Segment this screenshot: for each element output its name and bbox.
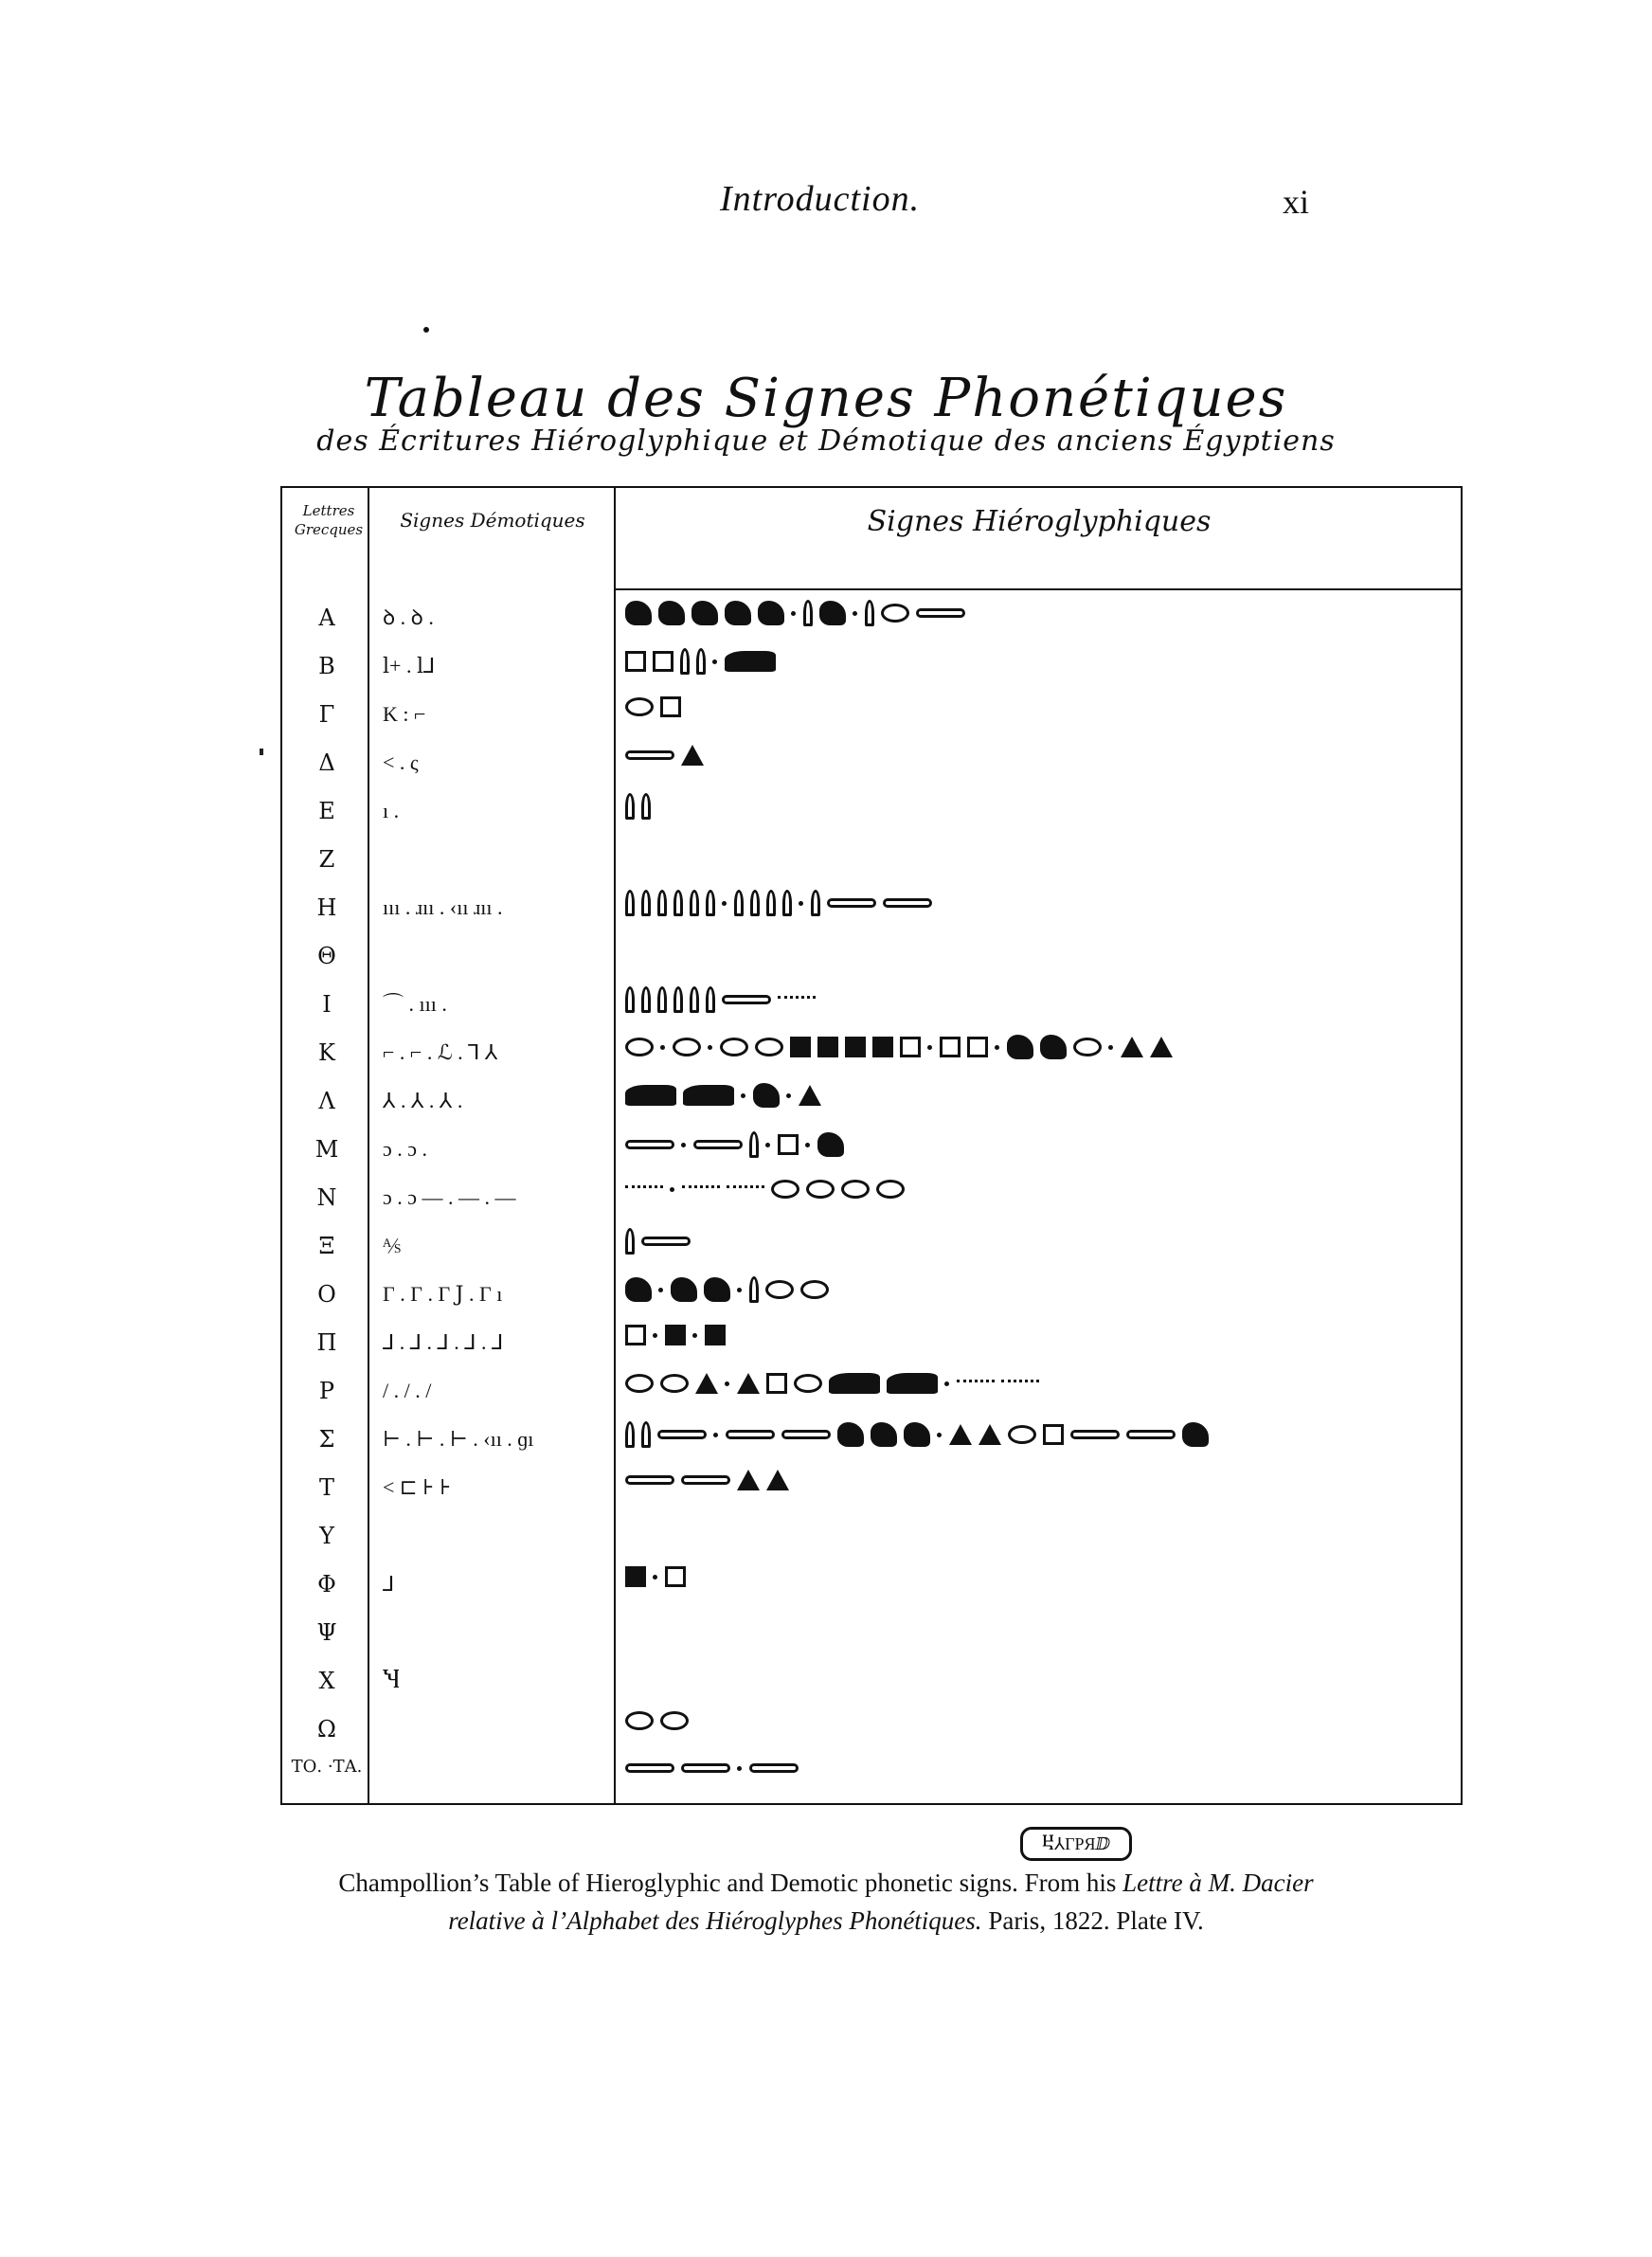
table-row	[282, 1754, 1461, 1801]
hieroglyph-arm-icon	[693, 1140, 743, 1149]
table-row	[282, 642, 1461, 690]
separator-dot	[995, 1045, 999, 1050]
hieroglyph-loop-icon	[660, 1374, 689, 1393]
separator-dot	[791, 611, 796, 616]
separator-dot	[692, 1333, 697, 1338]
hieroglyph-bird-icon	[725, 601, 751, 625]
table-row	[282, 1706, 1461, 1753]
greek-letter: ΤΟ. ·ΤΑ.	[291, 1757, 363, 1777]
demotic-signs: ⅄ . ⅄ . ⅄ .	[383, 1089, 463, 1112]
hieroglyph-bird-icon	[871, 1422, 897, 1447]
hieroglyphic-signs	[625, 1518, 1459, 1556]
hieroglyph-arm-icon	[681, 1763, 730, 1773]
hieroglyph-box-icon	[940, 1037, 961, 1057]
caption-italic: relative à l’Alphabet des Hiéroglyphes Phonétiques.	[448, 1906, 982, 1935]
greek-letter: Φ	[317, 1571, 336, 1598]
hieroglyph-loop-icon	[720, 1038, 748, 1056]
table-row	[282, 594, 1461, 641]
caption-line-2	[0, 1906, 1652, 1936]
hieroglyphic-signs	[625, 600, 1459, 638]
demotic-signs: Ⴏ	[383, 1669, 401, 1692]
separator-dot	[670, 1187, 674, 1192]
demotic-signs: ⊢ . ⊢ . ⊢ . ‹ıı . ɡı	[383, 1427, 534, 1451]
hieroglyph-bird-icon	[671, 1277, 697, 1302]
demotic-signs: ⌐ . ⌐ . ℒ . ⅂ ⅄	[383, 1040, 498, 1064]
hieroglyph-reed-icon	[673, 986, 683, 1013]
hieroglyph-arm-icon	[781, 1430, 831, 1439]
separator-dot	[653, 1333, 657, 1338]
hieroglyphic-signs	[625, 1663, 1459, 1701]
hieroglyph-solid-icon	[665, 1325, 686, 1345]
hieroglyph-reed-icon	[690, 986, 699, 1013]
hieroglyphic-signs	[625, 1180, 1459, 1218]
hieroglyph-box-icon	[660, 696, 681, 717]
table-row	[282, 1222, 1461, 1270]
hieroglyph-bird-icon	[817, 1132, 844, 1157]
hieroglyph-reed-icon	[803, 600, 813, 626]
table-row	[282, 1657, 1461, 1705]
hieroglyph-tri-icon	[695, 1373, 718, 1394]
table-row	[282, 1416, 1461, 1463]
hieroglyph-box-icon	[778, 1134, 799, 1155]
hieroglyph-box-icon	[665, 1566, 686, 1587]
hieroglyph-box-icon	[900, 1037, 921, 1057]
hieroglyph-lion-icon	[683, 1085, 734, 1106]
table-row	[282, 981, 1461, 1028]
hieroglyphic-signs	[625, 1566, 1459, 1604]
demotic-signs: K : ⌐	[383, 702, 426, 726]
hieroglyph-loop-icon	[625, 697, 654, 716]
hieroglyphic-signs	[625, 938, 1459, 976]
table-row	[282, 1077, 1461, 1125]
separator-dot	[737, 1288, 742, 1292]
hieroglyph-reed-icon	[641, 793, 651, 820]
hieroglyph-reed-icon	[680, 648, 690, 675]
separator-dot	[937, 1433, 942, 1437]
hieroglyph-box-icon	[1043, 1424, 1064, 1445]
hieroglyph-box-icon	[766, 1373, 787, 1394]
header-rule	[616, 588, 1461, 590]
greek-letter: Ο	[317, 1281, 336, 1308]
greek-letter: Α	[318, 605, 335, 631]
table-row	[282, 1319, 1461, 1366]
hieroglyphic-signs	[625, 841, 1459, 879]
greek-letter: Σ	[318, 1426, 335, 1453]
demotic-signs: ꝺ . ꝺ .	[383, 605, 434, 629]
hieroglyphic-signs	[625, 1615, 1459, 1652]
hieroglyph-reed-icon	[625, 793, 635, 820]
greek-letter: Ρ	[318, 1378, 335, 1404]
hieroglyph-arm-icon	[1126, 1430, 1176, 1439]
cartouche: Ⴞ⅄ΓΡЯⅅ	[1020, 1827, 1132, 1861]
hieroglyph-tri-icon	[1150, 1037, 1173, 1057]
hieroglyph-reed-icon	[673, 890, 683, 916]
demotic-signs: ɔ . ɔ — . — . —	[383, 1185, 516, 1209]
greek-letter: Β	[318, 653, 335, 679]
separator-dot	[722, 901, 727, 906]
hieroglyph-tri-icon	[737, 1373, 760, 1394]
column-header-demotic: Signes Démotiques	[400, 509, 585, 532]
hieroglyph-solid-icon	[790, 1037, 811, 1057]
hieroglyphic-signs	[625, 696, 1459, 734]
column-header-greek: Lettres Grecques	[294, 502, 364, 538]
demotic-signs: < ⊏ ⊦ ⊦	[383, 1475, 452, 1499]
hieroglyph-arm-icon	[641, 1237, 691, 1246]
hieroglyph-arm-icon	[657, 1430, 707, 1439]
greek-letter: Ι	[322, 991, 332, 1018]
hieroglyphic-signs	[625, 745, 1459, 783]
table-row	[282, 1126, 1461, 1173]
hieroglyph-reed-icon	[625, 1421, 635, 1448]
separator-dot	[725, 1381, 729, 1386]
separator-dot	[799, 901, 803, 906]
running-head	[0, 178, 1652, 235]
table-row	[282, 1561, 1461, 1608]
hieroglyph-arm-icon	[625, 1763, 674, 1773]
demotic-signs: ııı . ɹıı . ‹ıı ɹıı .	[383, 895, 503, 919]
phonetic-signs-table	[280, 486, 1463, 1805]
hieroglyph-loop-icon	[771, 1180, 799, 1199]
separator-dot	[660, 1045, 665, 1050]
separator-dot	[658, 1288, 663, 1292]
hieroglyph-reed-icon	[865, 600, 874, 626]
hieroglyph-reed-icon	[641, 890, 651, 916]
greek-letter: Ω	[317, 1716, 336, 1742]
hieroglyph-lion-icon	[887, 1373, 938, 1394]
hieroglyph-wave-icon	[625, 1185, 663, 1193]
hieroglyph-loop-icon	[841, 1180, 870, 1199]
hieroglyph-tri-icon	[949, 1424, 972, 1445]
hieroglyph-reed-icon	[706, 986, 715, 1013]
hieroglyph-arm-icon	[625, 1475, 674, 1485]
separator-dot	[805, 1143, 810, 1147]
hieroglyph-loop-icon	[660, 1711, 689, 1730]
hieroglyph-reed-icon	[811, 890, 820, 916]
separator-dot	[713, 1433, 718, 1437]
hieroglyph-reed-icon	[657, 986, 667, 1013]
hieroglyph-bird-icon	[819, 601, 846, 625]
hieroglyph-arm-icon	[625, 750, 674, 760]
demotic-signs: ⅃ . ⅃ . ⅃ . ⅃ . ⅃	[383, 1330, 504, 1354]
hieroglyph-arm-icon	[726, 1430, 775, 1439]
demotic-signs: ⌒ . ııı .	[383, 992, 447, 1016]
hieroglyphic-signs	[625, 793, 1459, 831]
table-row	[282, 1174, 1461, 1221]
hieroglyphic-signs	[625, 1421, 1459, 1459]
hieroglyph-loop-icon	[881, 604, 909, 623]
caption-text: Champollion’s Table of Hieroglyphic and Demotic phonetic signs. From his	[338, 1869, 1123, 1897]
hieroglyph-lion-icon	[725, 651, 776, 672]
table-row	[282, 1609, 1461, 1656]
hieroglyph-loop-icon	[765, 1280, 794, 1299]
greek-letter: Ε	[318, 798, 335, 824]
hieroglyphic-signs	[625, 1760, 1459, 1797]
hieroglyph-bird-icon	[691, 601, 718, 625]
demotic-signs: ⅃	[383, 1572, 395, 1596]
hieroglyph-loop-icon	[1073, 1038, 1102, 1056]
greek-letter: Θ	[317, 943, 336, 969]
hieroglyphic-signs	[625, 648, 1459, 686]
demotic-signs	[383, 1754, 610, 1801]
greek-letter: Τ	[318, 1474, 334, 1501]
hieroglyph-arm-icon	[883, 898, 932, 908]
hieroglyph-bird-icon	[658, 601, 685, 625]
greek-letter: Κ	[318, 1039, 335, 1066]
demotic-signs	[383, 1512, 610, 1560]
hieroglyph-bird-icon	[1040, 1035, 1067, 1059]
table-row	[282, 691, 1461, 738]
demotic-signs	[383, 836, 610, 883]
hieroglyph-loop-icon	[1008, 1425, 1036, 1444]
table-row	[282, 1464, 1461, 1511]
table-row	[282, 1029, 1461, 1076]
hieroglyph-wave-icon	[1001, 1380, 1039, 1387]
hieroglyph-reed-icon	[657, 890, 667, 916]
hieroglyph-arm-icon	[681, 1475, 730, 1485]
hieroglyphic-signs	[625, 1035, 1459, 1073]
hieroglyph-bird-icon	[625, 1277, 652, 1302]
hieroglyph-reed-icon	[766, 890, 776, 916]
hieroglyph-bird-icon	[625, 601, 652, 625]
demotic-signs: Γ . Γ . Γ Ϳ . Γ ı	[383, 1282, 503, 1306]
table-row	[282, 1367, 1461, 1415]
hieroglyph-loop-icon	[800, 1280, 829, 1299]
hieroglyph-bird-icon	[758, 601, 784, 625]
separator-dot	[737, 1766, 742, 1771]
hieroglyph-reed-icon	[706, 890, 715, 916]
hieroglyph-tri-icon	[681, 745, 704, 766]
hieroglyphic-signs	[625, 1325, 1459, 1363]
hieroglyph-lion-icon	[625, 1085, 676, 1106]
demotic-signs	[383, 1609, 610, 1656]
margin-tick	[260, 749, 263, 755]
hieroglyph-loop-icon	[876, 1180, 905, 1199]
greek-letter: Λ	[318, 1088, 335, 1114]
greek-letter: Υ	[319, 1523, 334, 1549]
separator-dot	[681, 1143, 686, 1147]
hieroglyphic-signs	[625, 1470, 1459, 1508]
separator-dot	[927, 1045, 932, 1050]
caption-italic: Lettre à M. Dacier	[1122, 1869, 1314, 1897]
hieroglyphic-signs	[625, 890, 1459, 928]
hieroglyph-tri-icon	[1121, 1037, 1143, 1057]
hieroglyph-arm-icon	[1070, 1430, 1120, 1439]
separator-dot	[853, 611, 857, 616]
caption-line-1	[0, 1869, 1652, 1898]
demotic-signs: < . ς	[383, 750, 419, 774]
hieroglyph-wave-icon	[682, 1185, 720, 1193]
demotic-signs: ⅼ+ . ⅼ⅃	[383, 654, 436, 677]
hieroglyph-reed-icon	[782, 890, 792, 916]
hieroglyph-loop-icon	[625, 1374, 654, 1393]
hieroglyph-bird-icon	[837, 1422, 864, 1447]
hieroglyph-tri-icon	[766, 1470, 789, 1490]
greek-letter: Μ	[314, 1136, 339, 1163]
hieroglyphic-signs	[625, 1711, 1459, 1749]
hieroglyph-arm-icon	[827, 898, 876, 908]
hieroglyph-box-icon	[653, 651, 673, 672]
hieroglyph-bird-icon	[1007, 1035, 1033, 1059]
separator-dot	[712, 659, 717, 664]
running-title: Introduction.	[720, 179, 921, 219]
separator-dot	[786, 1093, 791, 1098]
demotic-signs: ı .	[383, 799, 400, 822]
hieroglyph-arm-icon	[749, 1763, 799, 1773]
table-row	[282, 884, 1461, 931]
table-row	[282, 1271, 1461, 1318]
hieroglyph-reed-icon	[641, 1421, 651, 1448]
hieroglyph-loop-icon	[794, 1374, 822, 1393]
demotic-signs: / . / . /	[383, 1379, 432, 1402]
hieroglyph-loop-icon	[673, 1038, 701, 1056]
page-number: xi	[1283, 183, 1310, 221]
table-row	[282, 1512, 1461, 1560]
table-row	[282, 787, 1461, 835]
demotic-signs	[383, 1706, 610, 1753]
greek-letter: Ζ	[318, 846, 335, 873]
greek-letter: Χ	[318, 1668, 335, 1694]
greek-letter: Ξ	[318, 1233, 335, 1259]
hieroglyph-loop-icon	[755, 1038, 783, 1056]
hieroglyph-tri-icon	[799, 1085, 821, 1106]
plate-title: Tableau des Signes Phonétiques	[364, 368, 1288, 429]
hieroglyph-reed-icon	[734, 890, 744, 916]
separator-dot	[653, 1575, 657, 1580]
hieroglyph-box-icon	[625, 651, 646, 672]
separator-dot	[741, 1093, 745, 1098]
hieroglyph-lion-icon	[829, 1373, 880, 1394]
plate-subtitle: des Écritures Hiéroglyphique et Démotique des anciens Égyptiens	[316, 424, 1336, 458]
hieroglyph-box-icon	[625, 1325, 646, 1345]
hieroglyph-reed-icon	[625, 1228, 635, 1255]
hieroglyph-loop-icon	[806, 1180, 835, 1199]
hieroglyphic-signs	[625, 1276, 1459, 1314]
column-header-hieroglyphic: Signes Hiéroglyphiques	[867, 505, 1212, 538]
table-row	[282, 932, 1461, 980]
hieroglyph-wave-icon	[727, 1185, 764, 1193]
hieroglyph-reed-icon	[625, 986, 635, 1013]
hieroglyph-loop-icon	[625, 1038, 654, 1056]
hieroglyph-arm-icon	[916, 608, 965, 618]
separator-dot	[1108, 1045, 1113, 1050]
hieroglyphic-signs	[625, 986, 1459, 1024]
hieroglyph-bird-icon	[704, 1277, 730, 1302]
hieroglyph-solid-icon	[872, 1037, 893, 1057]
greek-letter: Δ	[318, 749, 335, 776]
hieroglyph-solid-icon	[845, 1037, 866, 1057]
hieroglyph-arm-icon	[625, 1140, 674, 1149]
hieroglyph-tri-icon	[979, 1424, 1001, 1445]
caption-text: Paris, 1822. Plate IV.	[981, 1906, 1204, 1935]
hieroglyph-reed-icon	[625, 890, 635, 916]
hieroglyph-bird-icon	[1182, 1422, 1209, 1447]
stray-mark	[423, 327, 429, 333]
hieroglyphic-signs	[625, 1228, 1459, 1266]
greek-letter: Ψ	[316, 1619, 337, 1646]
hieroglyphic-signs	[625, 1373, 1459, 1411]
hieroglyph-wave-icon	[778, 996, 816, 1003]
separator-dot	[765, 1143, 770, 1147]
hieroglyph-reed-icon	[750, 890, 760, 916]
hieroglyph-solid-icon	[625, 1566, 646, 1587]
demotic-signs: ɔ . ɔ .	[383, 1137, 428, 1161]
hieroglyph-arm-icon	[722, 995, 771, 1004]
hieroglyphic-signs	[625, 1131, 1459, 1169]
hieroglyph-tri-icon	[737, 1470, 760, 1490]
separator-dot	[944, 1381, 949, 1386]
hieroglyph-wave-icon	[957, 1380, 995, 1387]
hieroglyph-bird-icon	[904, 1422, 930, 1447]
greek-letter: Π	[316, 1329, 337, 1356]
greek-letter: Ν	[316, 1184, 337, 1211]
demotic-signs: ⅍	[383, 1234, 402, 1257]
hieroglyph-reed-icon	[749, 1276, 759, 1303]
hieroglyph-solid-icon	[817, 1037, 838, 1057]
hieroglyph-bird-icon	[753, 1083, 780, 1108]
hieroglyph-box-icon	[967, 1037, 988, 1057]
table-row	[282, 739, 1461, 786]
hieroglyphic-signs	[625, 1083, 1459, 1121]
table-row	[282, 836, 1461, 883]
hieroglyph-reed-icon	[749, 1131, 759, 1158]
hieroglyph-loop-icon	[625, 1711, 654, 1730]
hieroglyph-reed-icon	[696, 648, 706, 675]
hieroglyph-solid-icon	[705, 1325, 726, 1345]
separator-dot	[708, 1045, 712, 1050]
hieroglyph-reed-icon	[690, 890, 699, 916]
hieroglyph-reed-icon	[641, 986, 651, 1013]
demotic-signs	[383, 932, 610, 980]
greek-letter: Γ	[318, 701, 335, 728]
greek-letter: Η	[316, 894, 337, 921]
